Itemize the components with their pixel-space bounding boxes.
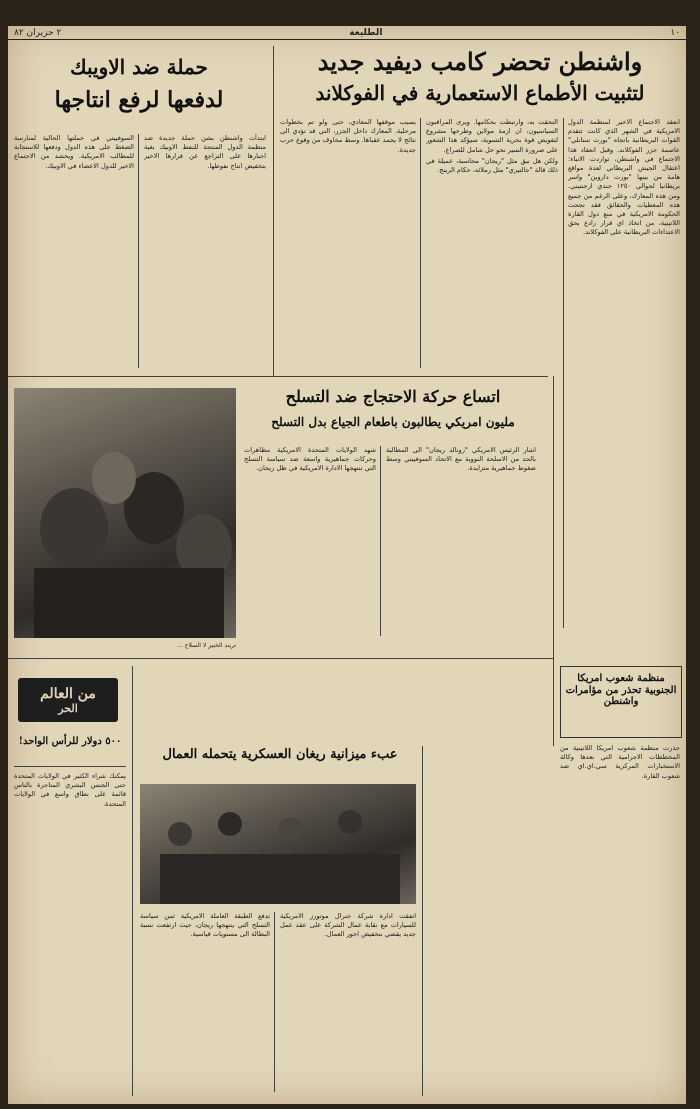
main-story-col-3: بسبب موقفها المعادي، حتى ولو تم بخطوات مرحلية. المعارك داخل الجزر، التي قد تؤدي الى نتائج لا يحمد عقباها. وسط مخاوف من وقوع حرب جديدة. — [280, 118, 416, 154]
protest-headline: اتساع حركة الاحتجاج ضد التسلح — [285, 387, 501, 406]
main-subheadline: لتثبيت الأطماع الاستعمارية في الفوكلاند — [315, 81, 645, 105]
main-story-col-1: انعقد الاجتماع الاخير لمنظمة الدول الامريكية في الشهر الذي كانت تتقدم القوات البريطانية باتجاه "بورت ستانلي" عاصمة جزر الفوكلاند. وقبل انعقاد هذا الاجتماع في واشنطن، تواردت الانباء: اعتقال الجيش البريطاني لعدة مواقع هامة من بينها "بورت داروين" واسر بريطانيا لحوالي ١٢٥٠ جندي ارجنتيني. ومن هذه المعارك، وعلى الرغم من جميع هذه المعطيات والحقائق فقد تجحت الحكومة الامريكية في منع دول القارة اللاتينية، من اتخاذ اي قرار رادع بحق الاعتداءات البريطانية على الفوكلاند. — [568, 118, 680, 237]
protest-photo-figures — [14, 388, 236, 638]
opec-col-2: السوفييتي في حملتها الحالية لمنارسة الضغط على هذه الدول ودفعها للاستجابة للمطالب الامريكية. ويحشد من الاجتماع الاخير للدول الاعضاء في الاوبيك. — [14, 134, 134, 170]
slavery-col: يمكنك شراء الكثير في الولايات المتحدة حتى الجنس البشري المتاجرة بالناس قائمة على نطاق واسع في الولايات المتحدة. — [14, 772, 126, 808]
page-header — [8, 26, 686, 40]
military-col-1: اتفقت ادارة شركة جنرال موتورز الامريكية للسيارات مع نقابة عمال الشركة على عقد عمل جديد يقضي بتخفيض اجور العمال. — [280, 912, 416, 939]
workers-photo-figures — [140, 784, 416, 904]
protest-col-2: شهد الولايات المتحدة الامريكية مظاهرات وحركات جماهيرية واسعة ضد سياسة التسلح التي تنتهجها الادارة الامريكية في ظل ريجان. — [244, 446, 376, 473]
world-badge: من العالم الحر — [18, 678, 118, 722]
protest-photo — [14, 388, 236, 638]
military-col-2: تدفع الطبقة العاملة الامريكية ثمن سياسة التسلح التي ينتهجها ريجان، حيث ارتفعت نسبة البطالة الى مستويات قياسية. — [140, 912, 270, 939]
newspaper-page — [8, 26, 686, 1104]
page-number: ١٠ — [670, 27, 680, 38]
issue-date: ٢ حزيران ٨٢ — [14, 27, 62, 38]
military-budget-headline: عبء ميزانية ريغان العسكرية يتحمله العمال — [162, 747, 398, 762]
workers-photo — [140, 784, 416, 904]
main-story-col-2: التحقت به، وارتبطت بحكامها. ويرى المراقبون السياسيون، ان ازمة مولاين وطرحها مشروع لتفويض قوة بحرية التسوية، سيؤكد هذا الشعور على ضرورة السير نحو حل شامل للصراع. ولكن هل نبق مثل "ريجان" محاسبة، عميلة في ذلك قالة "جالتيري" مثل رملائه، حكام الرينج. — [426, 118, 558, 175]
latin-america-box — [560, 666, 682, 738]
main-headline: واشنطن تحضر كامب ديفيد جديد — [317, 47, 643, 76]
latin-america-col: حذرت منظمة شعوب امريكا اللاتينية من المخططات الاجرامية التي تعدها وكالة الاستخبارات المركزية سي.اي.اي ضد شعوب القارة. — [560, 744, 680, 780]
section-title: الطليعة — [349, 27, 383, 38]
protest-col-1: اشار الرئيس الامريكي "رونالد ريجان" الى المطالبة بالحد من الاسلحة النووية مع الاتحاد السوفييتي وسط ضغوط جماهيرية متزايدة. — [386, 446, 536, 473]
protest-subheadline: مليون امريكي يطالبون باطعام الجياع بدل التسلح — [271, 415, 515, 429]
latin-america-headline: منظمة شعوب امريكا الجنوبية تحذر من مؤامرات واشنطن — [565, 673, 677, 707]
opec-col-1: ابتدأت واشنطن بشن حملة جديدة ضد منظمة الدول المنتجة للنفط الاوبيك بغية اجبارها على التراجع عن قرارها الاخير بتخفيض انتاج نفوطها. — [144, 134, 266, 170]
opec-headline: حملة ضد الاويبك — [70, 55, 208, 79]
protest-photo-caption: تريند الخبير لا السلاح ... — [177, 642, 236, 649]
reader-note: ولكن هل نبق مثل "ريجان" محاسبة، عميلة في ذلك قالة "جالتيري" مثل رملائه، حكام الرينج. — [426, 156, 558, 175]
slavery-headline: ٥٠٠ دولار للرأس الواحد! — [18, 736, 122, 747]
opec-subheadline: لدفعها لرفع انتاجها — [54, 87, 224, 113]
